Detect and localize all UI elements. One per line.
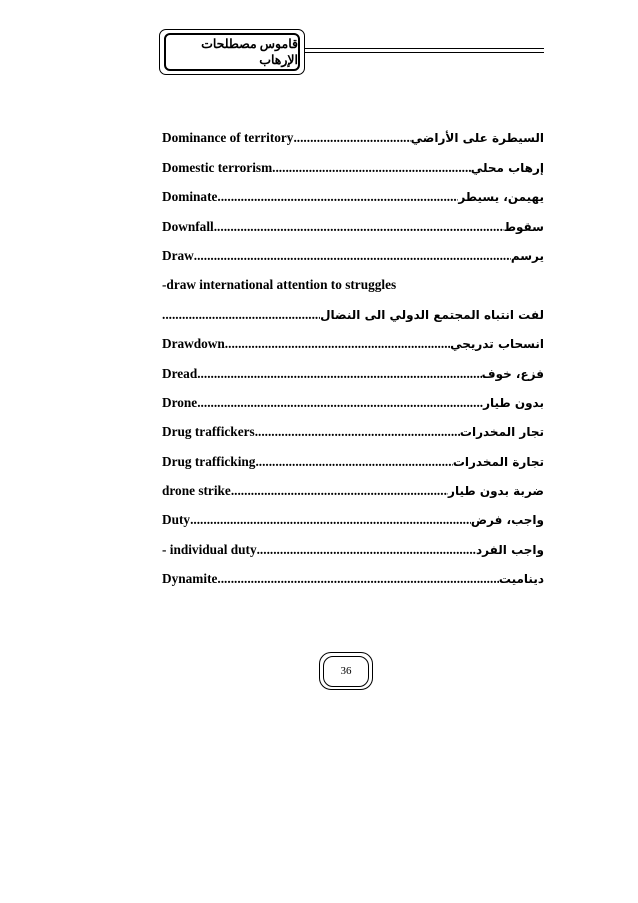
page-number-frame (319, 652, 373, 690)
entry-term-en: Dominate (162, 189, 218, 205)
entry-term-en: -draw international attention to struggles (162, 277, 397, 293)
entry-term-ar: واجب، فرض (470, 513, 544, 528)
glossary-entry (162, 294, 544, 323)
leader-dots (257, 541, 476, 559)
entry-term-ar: يرسم (510, 248, 544, 263)
glossary-entry (162, 383, 544, 412)
glossary-entry (162, 236, 544, 265)
entry-term-en: Domestic terrorism (162, 159, 273, 175)
leader-dots (217, 570, 498, 588)
glossary-entries (162, 118, 544, 588)
header-title: قاموس مصطلحات الإرهاب (164, 33, 300, 71)
glossary-entry (162, 147, 544, 176)
leader-dots (214, 218, 504, 236)
glossary-entry (162, 412, 544, 441)
entry-term-ar: ديناميت (498, 572, 544, 587)
entry-term-ar: سقوط (503, 219, 544, 234)
entry-term-ar: تجار المخدرات (459, 425, 544, 440)
entry-term-en: Drug traffickers (162, 424, 255, 440)
entry-term-en: Drug trafficking (162, 453, 256, 469)
entry-term-ar: واجب الفرد (476, 542, 544, 557)
glossary-entry (162, 206, 544, 235)
entry-term-en: Dread (162, 365, 198, 381)
leader-dots (231, 482, 448, 500)
leader-dots (197, 394, 483, 412)
entry-term-en: Drawdown (162, 336, 225, 352)
glossary-entry (162, 471, 544, 500)
leader-dots (194, 247, 511, 265)
leader-dots (190, 511, 471, 529)
entry-term-ar: يهيمن، يسيطر (458, 190, 544, 205)
entry-term-en: drone strike (162, 483, 231, 499)
leader-dots (225, 335, 450, 353)
glossary-subentry (162, 265, 544, 294)
entry-term-ar: ضربة بدون طيار (448, 484, 544, 499)
leader-dots (272, 159, 471, 177)
entry-term-en: Duty (162, 512, 191, 528)
entry-term-en: - individual duty (162, 541, 257, 557)
glossary-entry (162, 177, 544, 206)
entry-term-en: Downfall (162, 218, 214, 234)
entry-term-ar: السيطرة على الأراضي (410, 131, 544, 146)
entry-term-ar: تجارة المخدرات (452, 454, 544, 469)
page-number: 36 (323, 656, 369, 687)
glossary-entry (162, 529, 544, 558)
glossary-entry (162, 118, 544, 147)
entry-term-ar: لفت انتباه المجتمع الدولي الى النضال (320, 307, 544, 322)
entry-term-en: Draw (162, 247, 194, 263)
entry-term-en: Drone (162, 394, 198, 410)
leader-dots (255, 453, 452, 471)
glossary-entry (162, 441, 544, 470)
leader-dots (293, 129, 410, 147)
leader-dots (255, 423, 460, 441)
glossary-entry (162, 324, 544, 353)
leader-dots (217, 188, 458, 206)
entry-term-ar: بدون طيار (483, 395, 544, 410)
glossary-entry (162, 500, 544, 529)
entry-term-ar: انسحاب تدريجي (450, 337, 544, 352)
entry-term-en: Dominance of territory (162, 130, 294, 146)
leader-dots (162, 306, 320, 324)
entry-term-ar: فزع، خوف (481, 366, 544, 381)
leader-dots (197, 365, 481, 383)
glossary-entry (162, 559, 544, 588)
entry-term-ar: إرهاب محلي (470, 160, 544, 175)
glossary-entry (162, 353, 544, 382)
entry-term-en: Dynamite (162, 571, 218, 587)
